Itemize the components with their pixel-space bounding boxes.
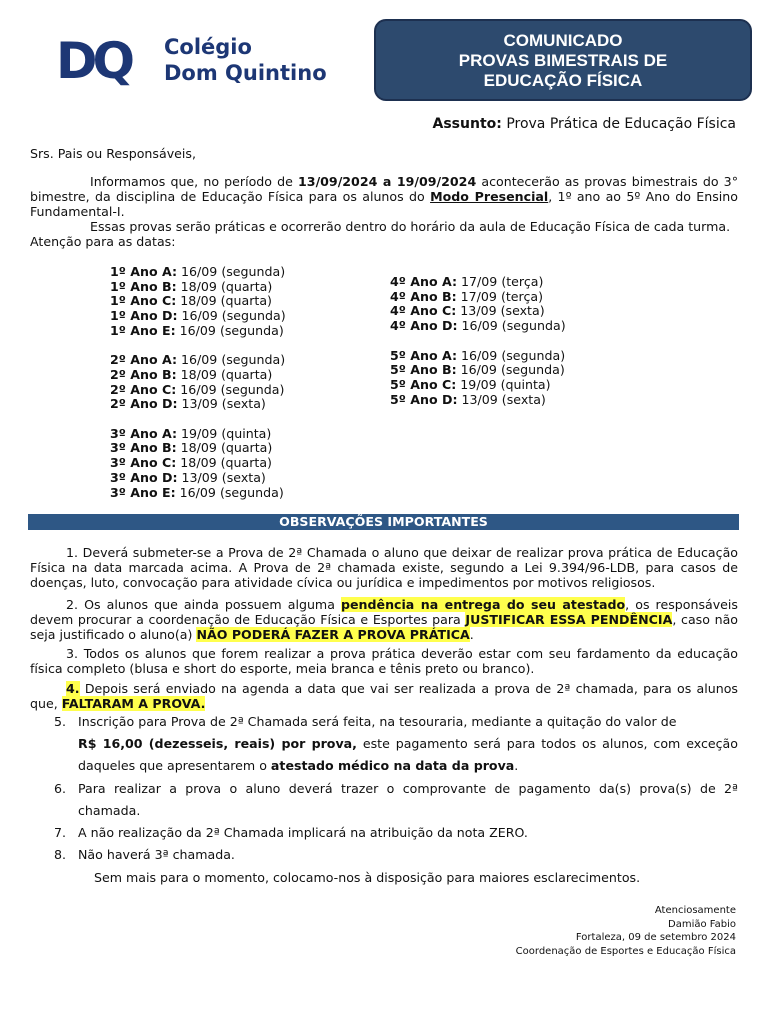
obs-item-1: 1. Deverá submeter-se a Prova de 2ª Chamada o aluno que deixar de realizar prova prática de Educação Física na data marcada acima. A Prova de 2ª chamada existe, segundo a Lei 9.394/96-LDB, para casos de doenças, luto, convocação para atividade cívica ou jurídica e impedimentos por motivos religiosos.: [30, 545, 738, 590]
item-5: [54, 711, 738, 777]
exam-date: 18/09 (quarta): [180, 293, 272, 309]
observations-title: OBSERVAÇÕES IMPORTANTES: [28, 514, 739, 530]
schedule-row: [110, 294, 286, 309]
schedule-row: [390, 319, 566, 334]
item-6-number: 6.: [54, 781, 67, 796]
exam-date: 16/09 (segunda): [180, 381, 285, 397]
exam-date: 16/09 (segunda): [460, 362, 565, 378]
class-name: 1º Ano C:: [110, 293, 177, 309]
exam-date: 19/09 (quinta): [460, 376, 551, 392]
class-name: 1º Ano D:: [110, 308, 178, 324]
schedule-row: [110, 471, 286, 486]
obs-2-text-a: 2. Os alunos que ainda possuem alguma: [66, 597, 341, 612]
logo-text: [164, 34, 327, 86]
logo-line-2: Dom Quintino: [164, 61, 327, 85]
header-title-line-3: EDUCAÇÃO FÍSICA: [483, 71, 643, 90]
exam-date: 13/09 (sexta): [461, 391, 546, 407]
schedule-row: [110, 280, 286, 295]
exam-date: 16/09 (segunda): [179, 484, 284, 500]
logo-mark: DQ: [56, 32, 131, 90]
exam-date: 17/09 (terça): [461, 274, 544, 289]
class-name: 5º Ano D:: [390, 391, 458, 407]
schedule-row: [110, 383, 286, 398]
item-5-text-a: Inscrição para Prova de 2ª Chamada será feita, na tesouraria, mediante a quitação do valor de: [78, 714, 677, 729]
class-name: 3º Ano D:: [110, 469, 178, 485]
class-name: 5º Ano A:: [390, 347, 458, 363]
signature-greeting: Atenciosamente: [654, 905, 736, 916]
highlight-nao-podera: NÃO PODERÁ FAZER A PROVA PRÁTICA: [196, 627, 470, 642]
class-name: 4º Ano A:: [390, 274, 458, 289]
class-name: 2º Ano B:: [110, 366, 177, 382]
schedule-row: [110, 441, 286, 456]
exam-date: 16/09 (segunda): [181, 264, 286, 279]
signature-block: [516, 904, 736, 958]
schedule-group: [110, 427, 286, 501]
class-name: 2º Ano C:: [110, 381, 177, 397]
exam-date: 18/09 (quarta): [180, 440, 273, 456]
highlight-justificar: JUSTIFICAR ESSA PENDÊNCIA: [465, 612, 673, 627]
obs-2-text-b: , os responsáveis devem procurar a coordenação de Educação Física e Esportes para: [30, 597, 738, 627]
subject-value: Prova Prática de Educação Física: [506, 116, 736, 132]
schedule-row: [390, 363, 566, 378]
schedule-row: [110, 368, 286, 383]
exam-date: 13/09 (sexta): [181, 396, 266, 412]
highlight-atestado: pendência na entrega do seu atestado: [340, 597, 626, 612]
item-8: [54, 844, 738, 866]
header-title-line-2: PROVAS BIMESTRAIS DE: [458, 51, 668, 70]
schedule-row: [110, 456, 286, 471]
obs-4-number: 4.: [66, 681, 80, 696]
school-logo: [56, 28, 366, 94]
exam-date: 16/09 (segunda): [179, 322, 284, 338]
intro-paragraph-3: Atenção para as datas:: [30, 234, 176, 249]
item-7-number: 7.: [54, 825, 67, 840]
class-name: 2º Ano D:: [110, 396, 178, 412]
obs-item-2: [30, 597, 738, 642]
obs-2-text-d: .: [469, 627, 474, 642]
class-name: 2º Ano A:: [110, 352, 178, 368]
item-7: [54, 822, 738, 844]
schedule-left: [110, 265, 286, 515]
class-name: 1º Ano B:: [110, 278, 177, 294]
item-8-text: Não haverá 3ª chamada.: [78, 847, 235, 862]
exam-date: 17/09 (terça): [460, 288, 544, 304]
closing-text: Sem mais para o momento, colocamo-nos à disposição para maiores esclarecimentos.: [94, 870, 641, 885]
schedule-row: [390, 275, 566, 290]
obs-4-text: Depois será enviado na agenda a data que vai ser realizada a prova de 2ª chamada, para os alunos que,: [30, 681, 738, 711]
header-title-line-1: COMUNICADO: [503, 31, 623, 50]
intro-paragraph-2: Essas provas serão práticas e ocorrerão dentro do horário da aula de Educação Física de cada turma.: [90, 219, 731, 234]
exam-date: 13/09 (sexta): [181, 469, 266, 485]
schedule-group: [110, 353, 286, 412]
schedule-row: [110, 353, 286, 368]
schedule-row: [110, 309, 286, 324]
class-name: 3º Ano C:: [110, 455, 177, 471]
item-5-price: R$ 16,00 (dezesseis, reais) por prova,: [78, 736, 357, 751]
subject-label: Assunto:: [432, 116, 502, 132]
intro-text-a: Informamos que, no período de: [90, 174, 299, 189]
schedule-row: [390, 378, 566, 393]
schedule-group: [390, 349, 566, 408]
subject-line: [433, 116, 736, 132]
intro-text-c: , 1º ano ao 5º Ano do Ensino Fundamental-I.: [30, 189, 738, 219]
schedule-right: [390, 275, 566, 422]
item-5-text-e: .: [514, 758, 519, 773]
class-name: 5º Ano C:: [390, 376, 457, 392]
schedule-row: [110, 265, 286, 280]
exam-date: 16/09 (segunda): [461, 347, 566, 363]
class-name: 1º Ano E:: [110, 322, 176, 338]
class-name: 3º Ano E:: [110, 484, 176, 500]
exam-date: 16/09 (segunda): [461, 318, 566, 334]
item-5-number: 5.: [54, 714, 67, 729]
schedule-row: [110, 324, 286, 339]
schedule-row: [390, 304, 566, 319]
date-range: 13/09/2024 a 19/09/2024: [298, 174, 477, 189]
signature-name: Damião Fabio: [668, 918, 736, 930]
item-6: [54, 778, 738, 822]
schedule-group: [110, 265, 286, 339]
class-name: 4º Ano B:: [390, 288, 457, 304]
obs-item-4: [30, 681, 738, 711]
schedule-row: [390, 290, 566, 305]
salutation: Srs. Pais ou Responsáveis,: [30, 146, 196, 161]
exam-date: 13/09 (sexta): [460, 303, 545, 319]
item-8-number: 8.: [54, 847, 67, 862]
class-name: 4º Ano C:: [390, 303, 457, 319]
exam-date: 16/09 (segunda): [181, 308, 286, 324]
item-5-atestado: atestado médico na data da prova: [270, 758, 515, 773]
schedule-row: [110, 427, 286, 442]
item-5-text-c: este pagamento será para todos os alunos, com exceção daqueles que apresentarem o: [78, 736, 738, 773]
exam-date: 18/09 (quarta): [180, 455, 272, 471]
item-7-text: A não realização da 2ª Chamada implicará na atribuição da nota ZERO.: [78, 825, 528, 840]
logo-line-1: Colégio: [164, 35, 252, 59]
signature-date: Fortaleza, 09 de setembro 2024: [575, 932, 736, 943]
intro-text-b: acontecerão as provas bimestrais do 3° bimestre, da disciplina de Educação Física para os alunos do: [30, 174, 738, 204]
class-name: 3º Ano B:: [110, 440, 177, 456]
intro-paragraph: [30, 174, 738, 219]
class-name: 3º Ano A:: [110, 425, 178, 441]
header-title-box: [374, 19, 752, 101]
exam-date: 18/09 (quarta): [180, 278, 273, 294]
item-5-text: [78, 711, 738, 777]
modo-presencial: Modo Presencial: [430, 189, 549, 204]
schedule-row: [110, 397, 286, 412]
highlight-faltaram: FALTARAM A PROVA.: [61, 696, 206, 711]
exam-date: 16/09 (segunda): [181, 352, 286, 368]
class-name: 1º Ano A:: [110, 264, 178, 279]
signature-department: Coordenação de Esportes e Educação Física: [515, 945, 736, 957]
schedule-row: [390, 349, 566, 364]
item-6-text: Para realizar a prova o aluno deverá trazer o comprovante de pagamento da(s) prova(s) de 2ª chamada.: [78, 781, 738, 818]
schedule-row: [390, 393, 566, 408]
exam-date: 18/09 (quarta): [180, 366, 273, 382]
obs-2-text-c: , caso não seja justificado o aluno(a): [30, 612, 739, 642]
class-name: 4º Ano D:: [390, 318, 458, 334]
class-name: 5º Ano B:: [390, 362, 457, 378]
exam-date: 19/09 (quinta): [181, 425, 272, 441]
obs-item-3: 3. Todos os alunos que forem realizar a prova prática deverão estar com seu fardamento da educação física completo (blusa e short do esporte, meia branca e tênis preto ou branco).: [30, 646, 738, 676]
schedule-group: [390, 275, 566, 334]
schedule-row: [110, 486, 286, 501]
